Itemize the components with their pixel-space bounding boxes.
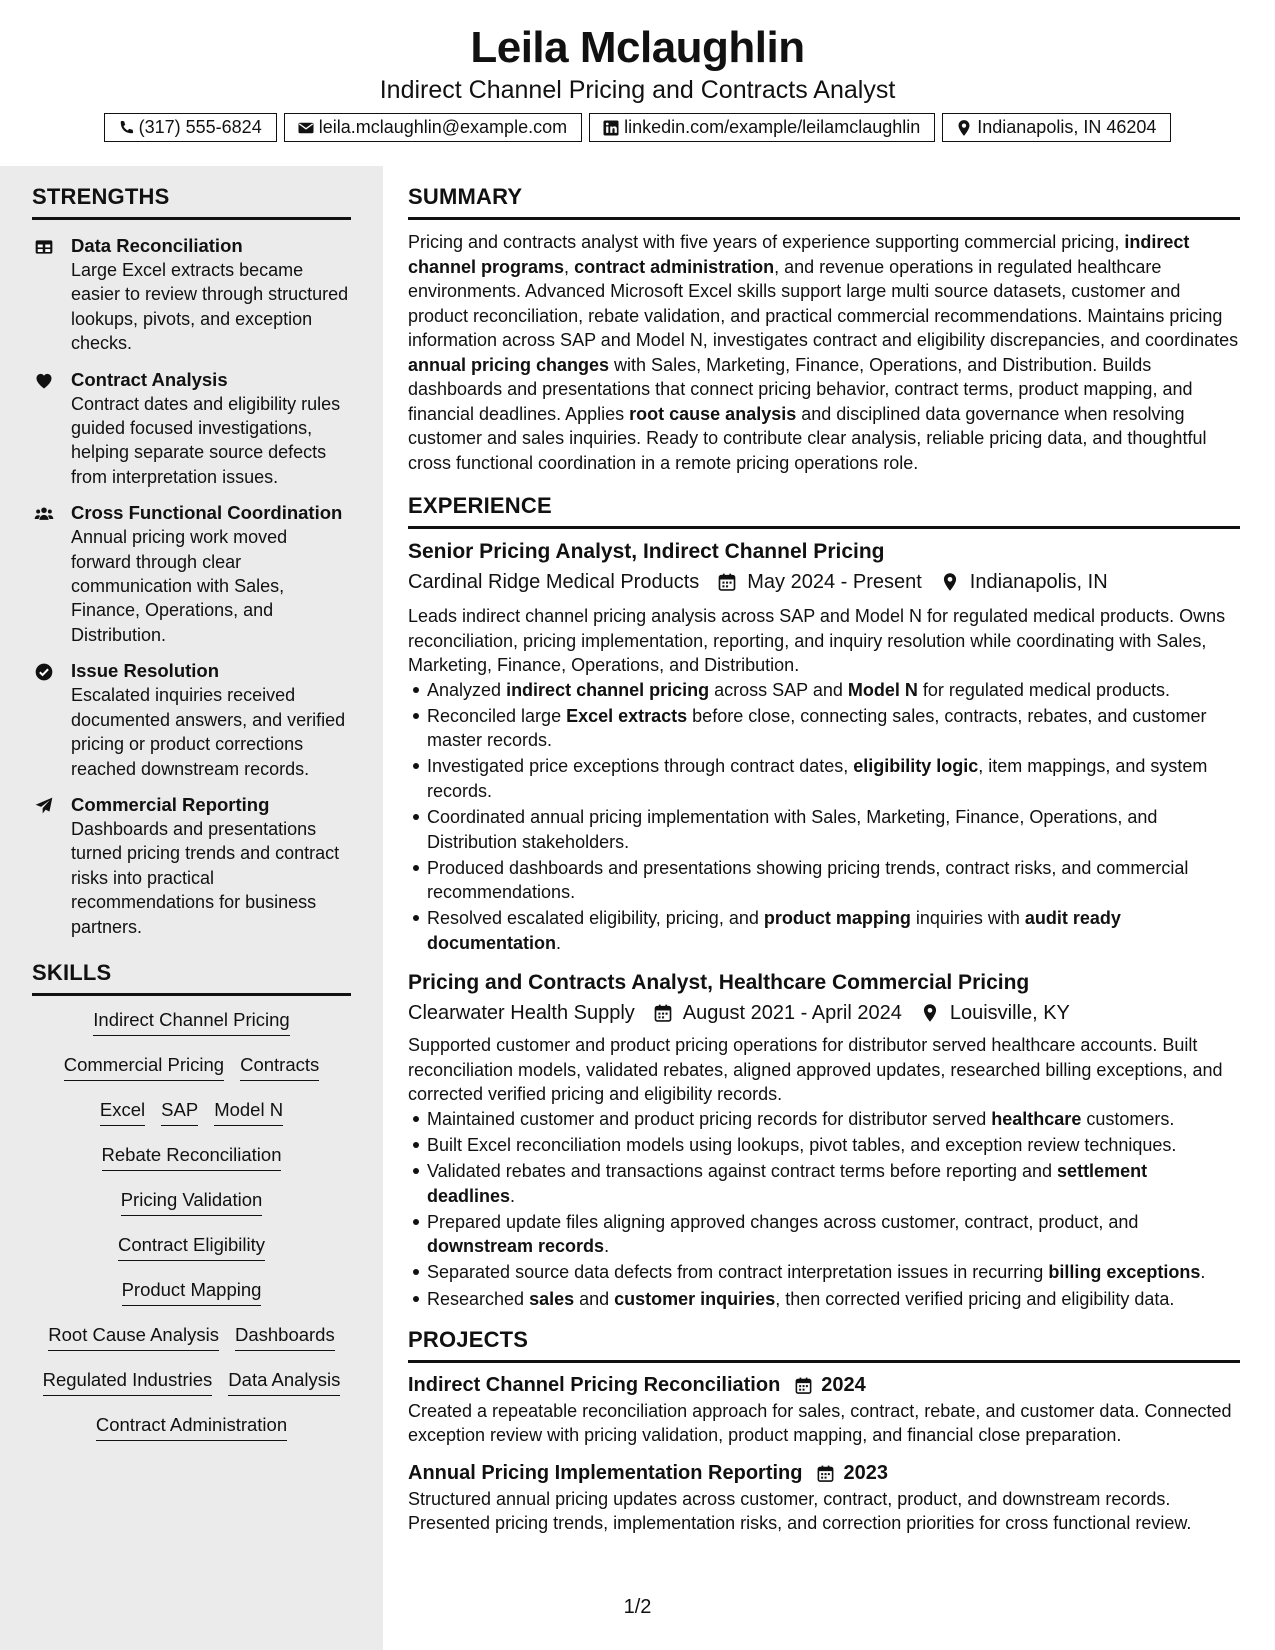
candidate-title: Indirect Channel Pricing and Contracts Analyst [379, 76, 896, 104]
strength-desc: Annual pricing work moved forward through clear communication with Sales, Finance, Operations, and Distribution. [71, 527, 288, 645]
job-company: Cardinal Ridge Medical Products [408, 571, 700, 593]
strength-item [32, 793, 351, 939]
skill-row [32, 1143, 351, 1188]
skills-list [32, 1008, 351, 1458]
heart-icon [34, 371, 54, 391]
table-icon [34, 237, 54, 257]
strength-desc: Dashboards and presentations turned pricing trends and contract risks into practical recommendations for business partners. [71, 818, 340, 937]
skill-row [32, 1413, 351, 1458]
job-bullet: Researched sales and customer inquiries, then corrected verified pricing and eligibility data. [427, 1287, 1240, 1312]
project-entry [408, 1372, 1240, 1448]
skill-tag: Model N [214, 1098, 283, 1126]
skill-tag: SAP [161, 1098, 198, 1126]
calendar-icon [816, 1464, 835, 1483]
strength-title: Contract Analysis [71, 368, 228, 390]
job-bullet: Resolved escalated eligibility, pricing, and product mapping inquiries with audit ready documentation. [427, 906, 1240, 955]
skill-row [32, 1323, 351, 1368]
contact-linkedin-text: linkedin.com/example/leilamclaughlin [624, 117, 921, 137]
strength-desc: Escalated inquiries received documented answers, and verified pricing or product corrections reached downstream records. [71, 685, 346, 779]
contact-bar [0, 113, 1275, 142]
job-bullet: Separated source data defects from contract interpretation issues in recurring billing exceptions. [427, 1260, 1240, 1285]
skill-row [32, 1368, 351, 1413]
job-dates: August 2021 - April 2024 [682, 1002, 902, 1025]
job-summary: Supported customer and product pricing operations for distributor served healthcare accounts. Built reconciliation models, validated rebates, aligned approved updates, researched billing exceptions, and corrected verified pricing and eligibility records. [408, 1035, 1223, 1105]
experience-heading: EXPERIENCE [408, 493, 1240, 529]
skill-tag: Contract Administration [96, 1413, 287, 1441]
strength-title: Data Reconciliation [71, 235, 243, 256]
job-summary: Leads indirect channel pricing analysis across SAP and Model N for regulated medical products. Owns reconciliation, pricing implementation, reporting, and inquiry resolution while coordinating with Sales, Marketing, Finance, Operations, and Distribution. [408, 606, 1226, 675]
project-desc: Created a repeatable reconciliation approach for sales, contract, rebate, and customer data. Connected exception review with pricing validation, product mapping, and financial close preparation. [408, 1400, 1232, 1446]
project-entry [408, 1460, 1240, 1536]
strength-title: Commercial Reporting [71, 793, 270, 815]
job-bullet: Validated rebates and transactions against contract terms before reporting and settlement deadlines. [427, 1159, 1240, 1208]
job-bullet: Produced dashboards and presentations showing pricing trends, contract risks, and commercial recommendations. [427, 856, 1240, 905]
check-circle-icon [34, 662, 54, 682]
job-bullet: Prepared update files aligning approved changes across customer, contract, product, and downstream records. [427, 1210, 1240, 1259]
summary-text: Pricing and contracts analyst with five years of experience supporting commercial pricing, indirect channel programs, contract administration, and revenue operations in regulated healthcare environments. Advanced Microsoft Excel skills support large multi source datasets, customer and product reconciliation, rebate validation, and practical commercial recommendations. Maintains pricing information across SAP and Model N, investigates contract and eligibility discrepancies, and coordinates annual pricing changes with Sales, Marketing, Finance, Operations, and Distribution. Builds dashboards and presentations that connect pricing behavior, contract terms, product mapping, and financial deadlines. Applies root cause analysis and disciplined data governance when resolving customer and sales inquiries. Ready to contribute clear analysis, reliable pricing data, and thoughtful cross functional coordination in a remote pricing operations role. [408, 232, 1239, 473]
strength-desc: Contract dates and eligibility rules guided focused investigations, helping separate source defects from interpretation issues. [71, 393, 341, 487]
job-title: Senior Pricing Analyst, Indirect Channel Pricing [408, 540, 885, 563]
skill-tag: Product Mapping [122, 1278, 262, 1306]
left-column [32, 184, 351, 1458]
map-pin-icon [955, 119, 973, 137]
job-location: Louisville, KY [949, 1002, 1070, 1025]
projects-heading: PROJECTS [408, 1327, 1240, 1363]
contact-location-text: Indianapolis, IN 46204 [977, 117, 1157, 137]
strength-desc: Large Excel extracts became easier to review through structured lookups, pivots, and exception checks. [71, 260, 349, 354]
skills-heading: SKILLS [32, 960, 351, 996]
project-year: 2023 [843, 1461, 888, 1484]
skill-tag: Root Cause Analysis [48, 1323, 219, 1351]
job-meta [408, 999, 1240, 1027]
envelope-icon [297, 119, 315, 137]
skill-tag: Indirect Channel Pricing [93, 1008, 289, 1036]
strengths-heading: STRENGTHS [32, 184, 351, 220]
skill-tag: Dashboards [235, 1323, 335, 1351]
project-title: Annual Pricing Implementation Reporting [408, 1461, 803, 1484]
skill-tag: Commercial Pricing [64, 1053, 224, 1081]
skill-row [32, 1053, 351, 1098]
calendar-icon [653, 1003, 673, 1023]
project-title-row [408, 1460, 1240, 1487]
strength-item [32, 368, 351, 490]
users-icon [34, 504, 54, 524]
skill-tag: Contract Eligibility [118, 1233, 265, 1261]
page-number: 1/2 [623, 1596, 652, 1618]
skill-row [32, 1098, 351, 1143]
job-bullets [408, 678, 1240, 956]
project-year: 2024 [821, 1373, 866, 1396]
map-pin-icon [920, 1003, 940, 1023]
candidate-name: Leila Mclaughlin [470, 23, 805, 72]
skill-tag: Regulated Industries [43, 1368, 213, 1396]
strength-item [32, 501, 351, 647]
contact-phone-text: (317) 555-6824 [138, 117, 262, 137]
calendar-icon [794, 1376, 813, 1395]
skill-tag: Excel [100, 1098, 145, 1126]
job-dates: May 2024 - Present [747, 571, 922, 593]
skill-tag: Data Analysis [228, 1368, 340, 1396]
job-bullet: Investigated price exceptions through contract dates, eligibility logic, item mappings, and system records. [427, 754, 1240, 803]
skill-tag: Rebate Reconciliation [102, 1143, 282, 1171]
job-bullet: Coordinated annual pricing implementation with Sales, Marketing, Finance, Operations, and Distribution stakeholders. [427, 805, 1240, 854]
linkedin-icon [602, 119, 620, 137]
contact-email-text: leila.mclaughlin@example.com [318, 117, 568, 137]
skill-row [32, 1008, 351, 1053]
job-location: Indianapolis, IN [969, 571, 1108, 593]
contact-location [942, 113, 1171, 142]
strength-item [32, 234, 351, 356]
job-bullet: Reconciled large Excel extracts before close, connecting sales, contracts, rebates, and customer master records. [427, 704, 1240, 753]
skill-tag: Contracts [240, 1053, 319, 1081]
paper-plane-icon [34, 796, 54, 816]
job-bullets [408, 1107, 1240, 1311]
job-meta [408, 568, 1240, 596]
map-pin-icon [940, 572, 960, 592]
resume-header [0, 0, 1275, 166]
job-title: Pricing and Contracts Analyst, Healthcare Commercial Pricing [408, 971, 1030, 995]
phone-icon [117, 119, 135, 137]
strength-title: Cross Functional Coordination [71, 502, 343, 524]
skill-row [32, 1233, 351, 1278]
contact-phone[interactable] [104, 113, 277, 142]
job-bullet: Built Excel reconciliation models using lookups, pivot tables, and exception review techniques. [427, 1133, 1240, 1158]
project-desc: Structured annual pricing updates across customer, contract, product, and downstream records. Presented pricing trends, implementation risks, and correction priorities for cross functional review. [408, 1488, 1192, 1534]
project-title-row [408, 1372, 1240, 1399]
skill-tag: Pricing Validation [121, 1188, 263, 1216]
skill-row [32, 1188, 351, 1233]
contact-email[interactable] [284, 113, 582, 142]
strength-item [32, 659, 351, 781]
summary-heading: SUMMARY [408, 184, 1240, 220]
strength-title: Issue Resolution [71, 660, 220, 682]
calendar-icon [717, 572, 737, 592]
skill-row [32, 1278, 351, 1323]
project-title: Indirect Channel Pricing Reconciliation [408, 1373, 781, 1396]
contact-linkedin[interactable] [589, 113, 935, 142]
job-company: Clearwater Health Supply [408, 1002, 635, 1025]
job-bullet: Maintained customer and product pricing records for distributor served healthcare customers. [427, 1107, 1240, 1132]
job-entry [408, 538, 1240, 955]
main-column [408, 184, 1240, 1536]
job-bullet: Analyzed indirect channel pricing across SAP and Model N for regulated medical products. [427, 678, 1240, 703]
job-entry [408, 969, 1240, 1311]
